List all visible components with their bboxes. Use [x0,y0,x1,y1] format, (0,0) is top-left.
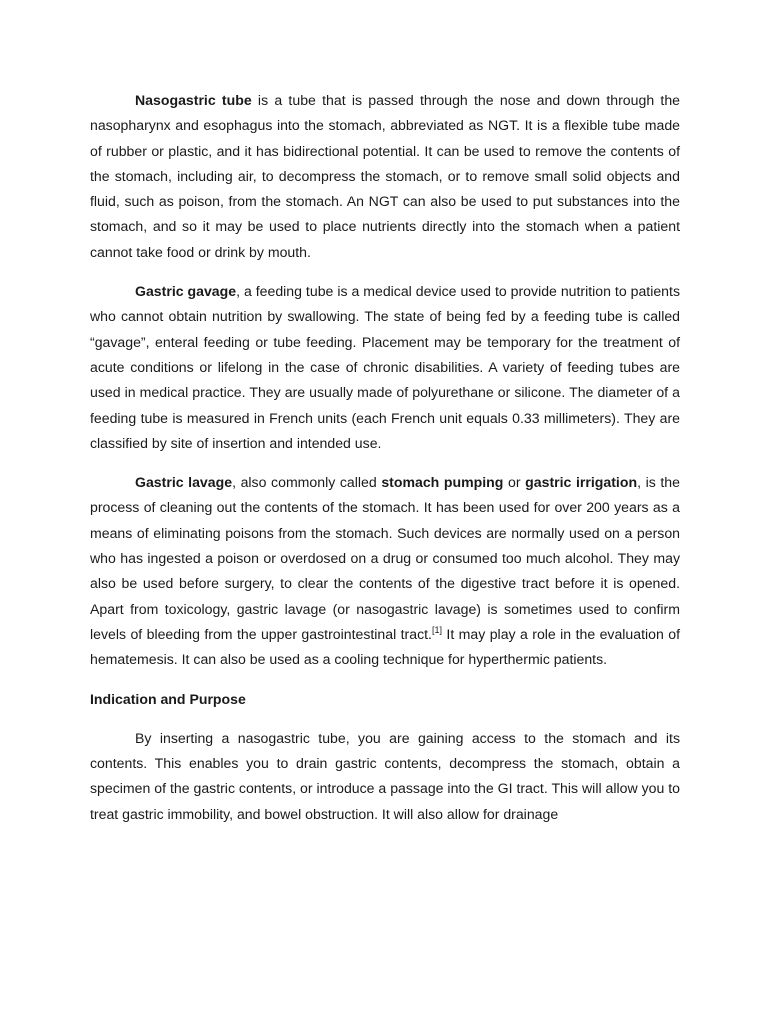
paragraph-gastric-gavage [90,279,680,456]
paragraph-text: is a tube that is passed through the nose and down through the nasopharynx and esophagus into the stomach, abbreviated as NGT. It is a flexible tube made of rubber or plastic, and it has bidirectional potential. It can be used to remove the contents of the stomach, including air, to decompress the stomach, or to remove small solid objects and fluid, such as poison, from the stomach. An NGT can also be used to put substances into the stomach, and so it may be used to place nutrients directly into the stomach when a patient cannot take food or drink by mouth. [90,92,680,260]
paragraph-indication-purpose: By inserting a nasogastric tube, you are gaining access to the stomach and its contents. This enables you to drain gastric contents, decompress the stomach, obtain a specimen of the gastric contents, or introduce a passage into the GI tract. This will allow you to treat gastric immobility, and bowel obstruction. It will also allow for drainage [90,729,680,822]
document-page [90,88,680,841]
paragraph-gastric-lavage [90,470,680,672]
paragraph-text: or [503,474,526,491]
paragraph-text: , a feeding tube is a medical device used to provide nutrition to patients who cannot obtain nutrition by swallowing. The state of being fed by a feeding tube is called “gavage”, enteral feeding or tube feeding. Placement may be temporary for the treatment of acute conditions or lifelong in the case of chronic disabilities. A variety of feeding tubes are used in medical practice. They are usually made of polyurethane or silicone. The diameter of a feeding tube is measured in French units (each French unit equals 0.33 millimeters). They are classified by site of insertion and intended use. [90,283,680,451]
term-gastric-lavage: Gastric lavage [135,474,233,491]
section-heading: Indication and Purpose [90,690,246,707]
citation-marker: [1] [431,624,442,635]
term-nasogastric-tube: Nasogastric tube [135,92,252,108]
term-gastric-irrigation: gastric irrigation [525,474,638,491]
paragraph-text: , also commonly called [232,474,382,491]
term-stomach-pumping: stomach pumping [381,474,504,491]
paragraph-text: , is the process of cleaning out the contents of the stomach. It has been used for over 200 years as a means of eliminating poisons from the stomach. Such devices are normally used on a person who has ingested a poison or overdosed on a drug or consumed too much alcohol. They may also be used before surgery, to clear the contents of the digestive tract before it is opened. Apart from toxicology, gastric lavage (or nasogastric lavage) is sometimes used to confirm levels of bleeding from the upper gastrointestinal tract. [90,474,680,642]
term-gastric-gavage: Gastric gavage [135,283,237,300]
paragraph-nasogastric-tube [90,88,680,265]
paragraph-text: It may play a role in the evaluation of hematemesis. It can also be used as a cooling technique for hyperthermic patients. [90,625,681,668]
